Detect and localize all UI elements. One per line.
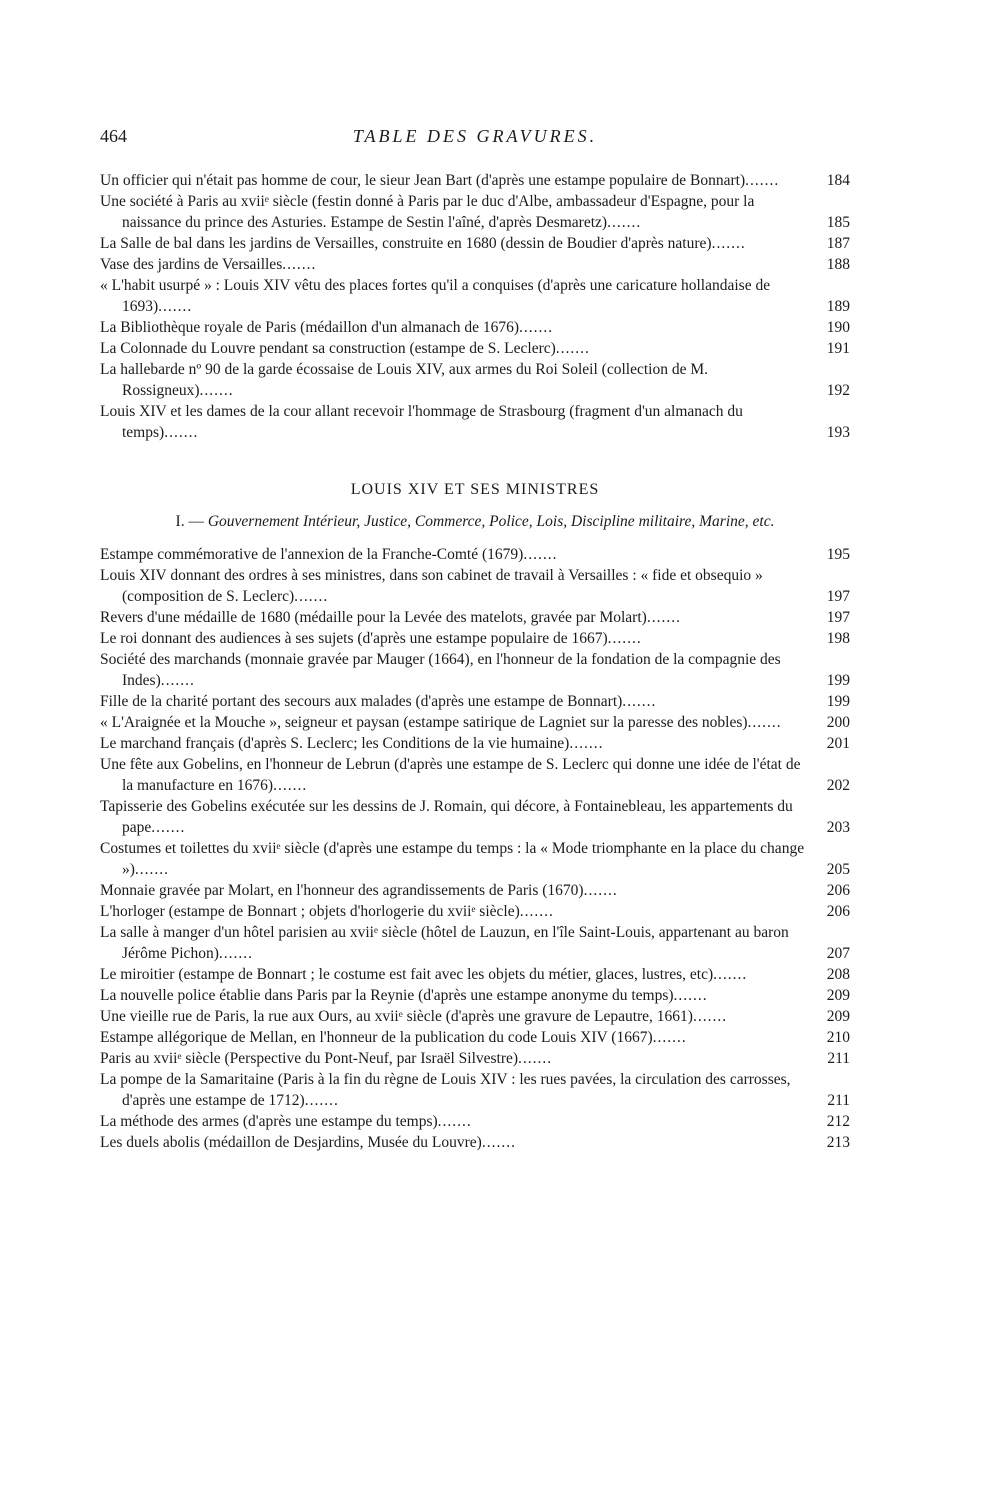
entry-text: Le roi donnant des audiences à ses sujets (d'après une estampe populaire de 1667)....... [100,630,642,647]
running-title: TABLE DES GRAVURES. [352,126,598,146]
toc-entry [100,275,850,317]
entry-text: Louis XIV donnant des ordres à ses ministres, dans son cabinet de travail à Versailles : « fide et obsequio » (composition de S. Leclerc)....... [100,567,763,605]
dot-leader: ....... [519,319,554,336]
entry-page-number: 212 [826,1113,850,1130]
toc-entry [100,901,850,922]
toc-entry [100,254,850,275]
dot-leader: ....... [199,382,234,399]
entry-text: La Colonnade du Louvre pendant sa construction (estampe de S. Leclerc)....... [100,340,590,357]
entry-page-number: 208 [826,966,850,983]
section-title: LOUIS XIV ET SES MINISTRES [350,481,600,498]
toc-entry [100,754,850,796]
dot-leader: ....... [282,256,317,273]
entry-text: Louis XIV et les dames de la cour allant recevoir l'hommage de Strasbourg (fragment d'un almanach du temps)....... [100,403,743,441]
entry-page-number: 191 [826,340,850,357]
toc-entry [100,170,850,191]
toc-entry [100,733,850,754]
entry-text: La hallebarde nº 90 de la garde écossaise de Louis XIV, aux armes du Roi Soleil (collection de M. Rossigneux)....... [100,361,708,399]
entry-page-number: 207 [826,945,850,962]
dot-leader: ....... [646,609,681,626]
toc-entry [100,338,850,359]
toc-entry [100,985,850,1006]
entry-page-number: 197 [826,588,850,605]
dot-leader: ....... [134,861,170,878]
subsection-heading [100,511,850,532]
entry-text: Costumes et toilettes du xviiᵉ siècle (d'après une estampe du temps : la « Mode triomphante en la place du change »)....... [100,840,805,878]
entry-text: « L'Araignée et la Mouche », seigneur et paysan (estampe satirique de Lagniet sur la paresse des nobles)....... [100,714,782,731]
toc-entry [100,565,850,607]
subsection-number: I. — [175,513,204,530]
entry-page-number: 201 [826,735,850,752]
page-header [100,126,850,154]
toc-entry [100,233,850,254]
toc-entry [100,544,850,565]
entry-text: Paris au xviiᵉ siècle (Perspective du Pont-Neuf, par Israël Silvestre)....... [100,1050,553,1067]
dot-leader: ....... [523,546,558,563]
entry-text: Les duels abolis (médaillon de Desjardins, Musée du Louvre)....... [100,1134,516,1151]
entry-page-number: 188 [826,256,850,273]
dot-leader: ....... [160,672,195,689]
entry-page-number: 209 [826,1008,850,1025]
dot-leader: ....... [569,735,604,752]
toc-entry [100,1132,850,1153]
entry-page-number: 197 [826,609,850,626]
dot-leader: ....... [711,235,746,252]
entry-page-number: 187 [826,235,850,252]
entry-page-number: 202 [826,777,850,794]
dot-leader: ....... [294,588,329,605]
dot-leader: ....... [218,945,253,962]
dot-leader: ....... [555,340,590,357]
entry-text: « L'habit usurpé » : Louis XIV vêtu des places fortes qu'il a conquises (d'après une caricature hollandaise de 1693)....... [100,277,771,315]
entry-page-number: 213 [826,1134,850,1151]
entry-text: La pompe de la Samaritaine (Paris à la fin du règne de Louis XIV : les rues pavées, la circulation des carrosses, d'après une estampe de 1712)....... [100,1071,791,1109]
dot-leader: ....... [481,1134,516,1151]
entry-text: L'horloger (estampe de Bonnart ; objets d'horlogerie du xviiᵉ siècle)....... [100,903,554,920]
entry-text: La Bibliothèque royale de Paris (médaillon d'un almanach de 1676)....... [100,319,554,336]
toc-entry [100,191,850,233]
toc-entry [100,1111,850,1132]
entry-text: Fille de la charité portant des secours aux malades (d'après une estampe de Bonnart)....... [100,693,657,710]
entry-page-number: 195 [826,546,850,563]
entry-page-number: 209 [826,987,850,1004]
entry-list-1 [100,170,850,443]
entry-text: Estampe allégorique de Mellan, en l'honneur de la publication du code Louis XIV (1667)....... [100,1029,687,1046]
entry-list-2 [100,544,850,1153]
toc-entry [100,796,850,838]
dot-leader: ....... [745,172,780,189]
subsection-title: Gouvernement Intérieur, Justice, Commerce, Police, Lois, Discipline militaire, Marine, etc. [207,513,775,530]
dot-leader: ....... [519,903,554,920]
dot-leader: ....... [304,1092,339,1109]
dot-leader: ....... [692,1008,728,1025]
entry-page-number: 199 [826,693,850,710]
entry-page-number: 198 [826,630,850,647]
entry-text: Estampe commémorative de l'annexion de la Franche-Comté (1679)....... [100,546,558,563]
document-page [100,126,850,1153]
toc-entry [100,880,850,901]
entry-page-number: 190 [826,319,850,336]
entry-text: La nouvelle police établie dans Paris par la Reynie (d'après une estampe anonyme du temps)....... [100,987,708,1004]
toc-entry [100,691,850,712]
dot-leader: ....... [652,1029,687,1046]
dot-leader: ....... [747,714,782,731]
toc-entry [100,317,850,338]
entry-page-number: 189 [826,298,850,315]
dot-leader: ....... [583,882,618,899]
dot-leader: ....... [673,987,708,1004]
entry-page-number: 203 [826,819,850,836]
entry-page-number: 184 [826,172,850,189]
entry-page-number: 211 [827,1092,850,1109]
toc-entry [100,628,850,649]
dot-leader: ....... [437,1113,472,1130]
entry-text: La salle à manger d'un hôtel parisien au xviiᵉ siècle (hôtel de Lauzun, en l'île Saint-Louis, appartenant au baron Jérôme Pichon)....... [100,924,789,962]
toc-entry [100,401,850,443]
entry-page-number: 206 [826,903,850,920]
entry-text: Vase des jardins de Versailles....... [100,256,317,273]
toc-entry [100,1048,850,1069]
dot-leader: ....... [518,1050,553,1067]
entry-page-number: 211 [827,1050,850,1067]
entry-text: Monnaie gravée par Molart, en l'honneur des agrandissements de Paris (1670)....... [100,882,618,899]
entry-text: Tapisserie des Gobelins exécutée sur les dessins de J. Romain, qui décore, à Fontainebleau, les appartements du pape....... [100,798,793,836]
entry-page-number: 200 [826,714,850,731]
toc-entry [100,607,850,628]
dot-leader: ....... [158,298,193,315]
entry-page-number: 199 [826,672,850,689]
entry-text: Revers d'une médaille de 1680 (médaille pour la Levée des matelots, gravée par Molart)....... [100,609,681,626]
toc-entry [100,649,850,691]
toc-entry [100,838,850,880]
dot-leader: ....... [622,693,657,710]
toc-entry [100,359,850,401]
dot-leader: ....... [607,214,642,231]
dot-leader: ....... [607,630,642,647]
entry-text: La Salle de bal dans les jardins de Versailles, construite en 1680 (dessin de Boudier d'après nature)....... [100,235,746,252]
entry-text: La méthode des armes (d'après une estampe du temps)....... [100,1113,472,1130]
entry-text: Une fête aux Gobelins, en l'honneur de Lebrun (d'après une estampe de S. Leclerc qui donne une idée de l'état de la manufacture en 1676)....... [100,756,801,794]
entry-text: Une société à Paris au xviiᵉ siècle (festin donné à Paris par le duc d'Albe, ambassadeur d'Espagne, pour la naissance du prince des Asturies. Estampe de Sestin l'aîné, d'après Desmaretz)....... [100,193,755,231]
toc-entry [100,922,850,964]
entry-page-number: 193 [826,424,850,441]
toc-entry [100,1069,850,1111]
entry-text: Une vieille rue de Paris, la rue aux Ours, au xviiᵉ siècle (d'après une gravure de Lepautre, 1661)....... [100,1008,728,1025]
entry-page-number: 185 [826,214,850,231]
dot-leader: ....... [273,777,308,794]
entry-text: Le marchand français (d'après S. Leclerc; les Conditions de la vie humaine)....... [100,735,604,752]
entry-page-number: 206 [826,882,850,899]
dot-leader: ....... [151,819,186,836]
entry-page-number: 210 [826,1029,850,1046]
toc-entry [100,1027,850,1048]
toc-entry [100,712,850,733]
entry-text: Un officier qui n'était pas homme de cour, le sieur Jean Bart (d'après une estampe populaire de Bonnart)....... [100,172,780,189]
entry-text: Le miroitier (estampe de Bonnart ; le costume est fait avec les objets du métier, glaces, lustres, etc)....... [100,966,748,983]
page-number: 464 [100,126,127,146]
toc-entry [100,1006,850,1027]
dot-leader: ....... [713,966,748,983]
toc-entry [100,964,850,985]
entry-page-number: 205 [826,861,850,878]
entry-text: Société des marchands (monnaie gravée par Mauger (1664), en l'honneur de la fondation de la compagnie des Indes)....... [100,651,781,689]
dot-leader: ....... [164,424,199,441]
entry-page-number: 192 [826,382,850,399]
